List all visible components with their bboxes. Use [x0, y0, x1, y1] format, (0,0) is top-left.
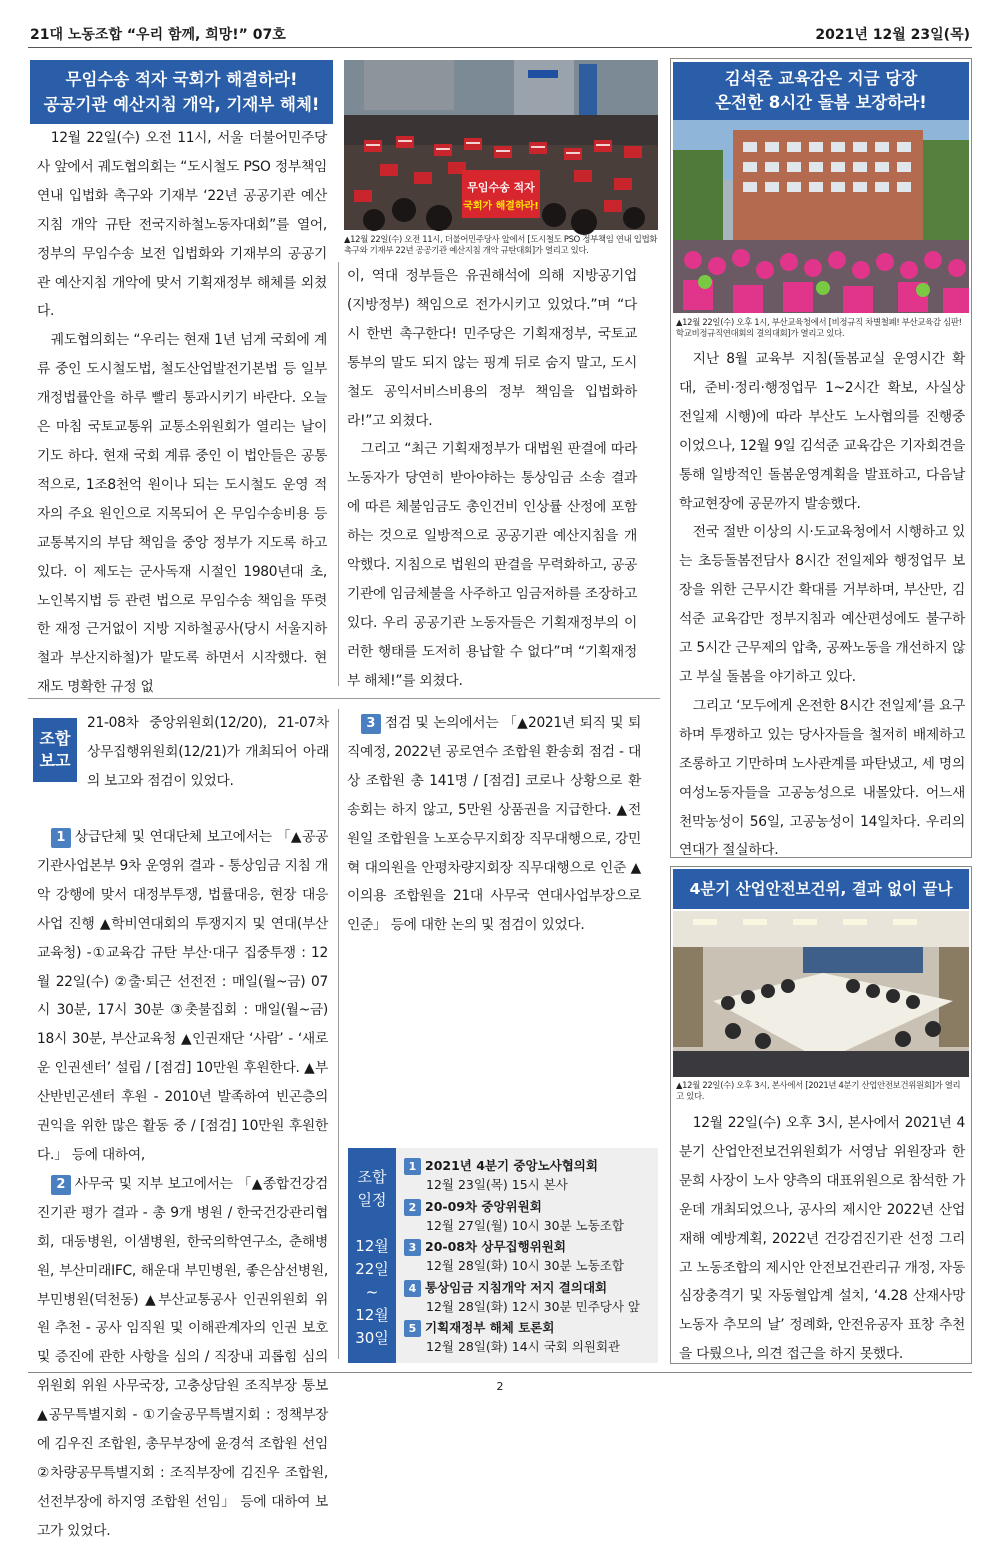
schedule-item-when: 12월 27일(월) 10시 30분 노동조합: [426, 1217, 624, 1233]
rally-photo-caption: ▲12월 22일(수) 오전 11시, 더불어민주당사 앞에서 [도시철도 PSO 정부책임 연내 입법화 촉구와 기재부 22년 공공기관 예산지침 개악 규탄대회]가 열리고 있다.: [344, 234, 658, 255]
union-schedule-tag: [348, 1148, 396, 1363]
schedule-item: [404, 1278, 654, 1319]
article1-paragraph: 궤도협의회는 “우리는 현재 1년 넘게 국회에 계류 중인 도시철도법, 철도산업발전기본법 등 일부 개정법률안을 하루 빨리 통과시키기 바란다. 오늘은 마침 국토교통위 교통소위원회가 열리는 날이기도 하다. 현재 국회 계류 중인 이 법안들은 공통적으로, 1조8천억 원이나 되는 도시철도 운영 적자의 주요 원인으로 지목되어 온 무임수송비용 등 교통복지의 부담 책임을 중앙 정부가 지도록 하고 있다. 이 제도는 군사독재 시절인 1980년대 초, 노인복지법 등 관련 법으로 무임수송 책임을 뚜렷한 재정 근거없이 지방 지하철공사(당시 서울지하철과 부산지하철)가 맡도록 하면서 시작했다. 현재도 명확한 규정 없: [37, 332, 327, 696]
header-divider: [28, 47, 972, 48]
report-item-review: [347, 709, 641, 940]
article3-photo-caption: ▲12월 22일(수) 오후 3시, 본사에서 [2021년 4분기 산업안전보건위원회]가 열리고 있다.: [676, 1080, 961, 1101]
schedule-range-end-day: 30일: [355, 1329, 389, 1347]
article2-body: [679, 345, 965, 859]
union-report-column1: [37, 823, 328, 1539]
report-item-upper-bodies: [37, 823, 328, 1170]
article1-title-line1: 무임수송 적자 국회가 해결하라!: [65, 70, 298, 89]
item-number-badge: 4: [404, 1280, 421, 1297]
report-item-text: 상급단체 및 연대단체 보고에서는 「▲공공기관사업본부 9차 운영위 결과 - 통상임금 지침 개악 강행에 맞서 대정부투쟁, 법률대응, 현장 대응 사업 진행 ▲학비연대회의 투쟁지지 및 연대(부산교육청) -①교육감 규탄 부산·대구 집중투쟁 : 12월 22일(수) ②출·퇴근 선전전 : 매일(월~금) 07시 30분, 17시 30분 ③촛불집회 : 매일(월~금) 18시 30분, 부산교육청 ▲인권재단 ‘사람’ - ‘새로운 인권센터’ 설립 / [점검] 10만원 후원한다. ▲부산반빈곤센터 후원 - 2010년 발족하여 빈곤층의 권익을 위한 많은 활동 중 / [점검] 10만원 후원한다.」 등에 대하여,: [37, 829, 328, 1163]
section-divider: [28, 698, 660, 699]
union-report-intro: [87, 709, 329, 799]
schedule-tag-line1: 조합: [357, 1168, 387, 1186]
protest-sign-line2: 국회가 해결하라!: [463, 201, 539, 212]
column-divider: [338, 709, 339, 1359]
schedule-item: [404, 1318, 654, 1359]
issue-date: 2021년 12월 23일(목): [815, 27, 970, 43]
schedule-range-start-day: 22일: [355, 1260, 389, 1278]
article2-title-banner: [673, 62, 969, 120]
union-report-tag: [33, 718, 77, 782]
item-number-badge: 1: [404, 1158, 421, 1175]
footer-divider: [28, 1372, 972, 1373]
schedule-range-start-month: 12월: [355, 1237, 389, 1255]
article2-photo-caption: ▲12월 22일(수) 오후 1시, 부산교육청에서 [비정규직 차별철폐! 부산교육감 심판! 학교비정규직연대회의 결의대회]가 열리고 있다.: [676, 317, 962, 338]
schedule-item-title: 20-08차 상무집행위원회: [425, 1239, 566, 1254]
newsletter-issue-title: 21대 노동조합 “우리 함께, 희망!” 07호: [30, 27, 286, 43]
article2-paragraph: 전국 절반 이상의 시·도교육청에서 시행하고 있는 초등돌봄전담사 8시간 전일제와 행정업무 보장을 위한 근무시간 확대를 거부하며, 부산만, 김석준 교육감만 정부지침과 예산편성에도 불구하고 5시간 근무제의 압축, 공짜노동을 개선하지 않고 부실 돌봄을 야기하고 있다.: [679, 524, 965, 685]
schedule-item-when: 12월 28일(화) 10시 30분 노동조합: [426, 1258, 624, 1273]
union-schedule-box: [348, 1148, 658, 1363]
schedule-item: [404, 1156, 654, 1197]
schedule-item-when: 12월 28일(화) 12시 30분 민주당사 앞: [426, 1298, 640, 1314]
schedule-item-title: 기획재정부 해체 토론회: [425, 1320, 555, 1335]
schedule-item-title: 통상임금 지침개악 저지 결의대회: [425, 1279, 608, 1295]
article1-column2: [347, 262, 637, 689]
item-number-badge: 2: [51, 1175, 71, 1195]
article1-paragraph: 이, 역대 정부들은 유권해석에 의해 지방공기업(지방정부) 책임으로 전가시키고 있었다.”며 “다시 한번 촉구한다! 민주당은 기획재정부, 국토교통부의 말도 되지 않는 핑계 뒤로 숨지 말고, 도시철도 공익서비스비용의 정부 책임을 입법화하라!”고 외쳤다.: [347, 268, 637, 429]
rally-photo-democratic-party: [344, 60, 658, 230]
item-number-badge: 3: [404, 1239, 421, 1256]
article1-title-line2: 공공기관 예산지침 개악, 기재부 해체!: [43, 95, 320, 114]
schedule-item-title: 2021년 4분기 중앙노사협의회: [425, 1158, 598, 1173]
schedule-list: [404, 1156, 654, 1359]
article1-paragraph: 12월 22일(수) 오전 11시, 서울 더불어민주당 사 앞에서 궤도협의회는 “도시철도 PSO 정부책임 연내 입법화 촉구와 기재부 ‘22년 공공기관 예산지침 개악 규탄 전국지하철노동자대회”를 열어, 정부의 무임수송 보전 입법화와 기재부의 공공기관 예산지침 개악에 맞서 기획재정부 해체를 외쳤다.: [37, 130, 327, 320]
article2-paragraph: 지난 8월 교육부 지침(돌봄교실 운영시간 확대, 준비·정리·행정업무 1~2시간 확보, 사실상 전일제 시행)에 따라 부산도 노사협의를 진행중이었으나, 12월 9일 김석준 교육감은 기자회견을 통해 일방적인 돌봄운영계획을 발표하고, 다음날 학교현장에 공문까지 발송했다.: [679, 351, 965, 512]
schedule-item-when: 12월 23일(목) 15시 본사: [426, 1177, 568, 1192]
article1-column1: [37, 124, 327, 696]
item-number-badge: 3: [361, 714, 381, 734]
schedule-item-when: 12월 28일(화) 14시 국회 의원회관: [426, 1339, 621, 1354]
rally-photo-busan-education-office: [673, 120, 969, 313]
protest-sign-line1: 무임수송 적자: [467, 181, 535, 194]
article2-title-line1: 김석준 교육감은 지금 당장: [724, 69, 918, 88]
item-number-badge: 1: [51, 828, 71, 848]
article2-title-line2: 온전한 8시간 돌봄 보장하라!: [715, 93, 927, 112]
column-divider: [338, 262, 339, 686]
article1-paragraph: 그리고 “최근 기획재정부가 대법원 판결에 따라 노동자가 당연히 받아야하는 통상임금 소송 결과에 따른 체불임금도 총인건비 인상률 산정에 포함하는 것으로 일방적으로 공공기관 예산지침을 개악했다. 지침으로 법원의 판결을 무력화하고, 공공기관에 임금체불을 사주하고 임금저하를 조장하고 있다. 우리 공공기관 노동자들은 기획재정부의 이러한 행태를 도저히 용납할 수 없다”며 “기획재정부 해체!”를 외쳤다.: [347, 441, 637, 689]
schedule-item: [404, 1237, 654, 1278]
schedule-tag-line2: 일정: [357, 1191, 387, 1209]
schedule-item-title: 20-09차 중앙위원회: [425, 1198, 542, 1214]
schedule-item: [404, 1197, 654, 1238]
item-number-badge: 2: [404, 1199, 421, 1216]
union-report-column2: [347, 709, 641, 1141]
schedule-range-end-month: 12월: [355, 1306, 389, 1324]
report-item-text: 사무국 및 지부 보고에서는 「▲종합건강검진기관 평가 결과 - 총 9개 병원 / 한국건강관리협회, 대동병원, 이샘병원, 한국의학연구소, 춘해병원, 부산미래IFC, 해운대 부민병원, 좋은삼선병원, 부민병원(덕천동) ▲부산교통공사 인권위원회 위원 추천 - 공사 임직원 및 이해관계자의 인권 보호 및 증진에 관한 사항을 심의 / 직장내 괴롭힘 심의위원회 위원 사무국장, 고충상담원 조직부장 통보 ▲공무특별지회 - ①기술공무특별지회 : 정책부장에 김우진 조합원, 총무부장에 윤경석 조합원 선임 ②차량공무특별지회 : 조직부장에 김진우 조합원, 선전부장에 하지영 조합원 선임」 등에 대하여 보고가 있었다.: [37, 1175, 328, 1539]
article2-paragraph: 그리고 ‘모두에게 온전한 8시간 전일제’를 요구하며 투쟁하고 있는 당사자들을 철저히 배제하고 조롱하고 기만하며 노사관계를 파탄냈고, 세 명의 여성노동자들을 고공농성으로 내몰았다. 어느새 천막농성이 56일, 고공농성이 14일차다. 우리의 연대가 절실하다.: [679, 697, 965, 859]
article1-title-banner: [30, 60, 333, 124]
article3-title-banner: 4분기 산업안전보건위, 결과 없이 끝나: [673, 869, 969, 909]
report-item-text: 점검 및 논의에서는 「▲2021년 퇴직 및 퇴직예정, 2022년 공로연수 조합원 환송회 점검 - 대상 조합원 총 141명 / [점검] 코로나 상황으로 환송회는 하지 않고, 5만원 상품권을 지급한다. ▲전원일 조합원을 노포승무지회장 직무대행으로, 강민혁 대의원을 안평차량지회장 직무대행으로 인준 ▲이의용 조합원을 21대 사무국 연대사업부장으로 인준」 등에 대한 논의 및 점검이 있었다.: [347, 715, 642, 934]
schedule-range-separator: ~: [365, 1283, 379, 1301]
item-number-badge: 5: [404, 1320, 421, 1337]
article3-body: [679, 1109, 965, 1361]
union-report-intro-text: 21-08차 중앙위원회(12/20), 21-07차 상무집행위원회(12/21)가 개최되어 아래의 보고와 점검이 있었다.: [87, 715, 329, 789]
report-item-secretariat: [37, 1170, 328, 1546]
union-report-tag-line2: 보고: [39, 751, 71, 770]
safety-committee-meeting-photo: [673, 911, 969, 1077]
page-number: 2: [496, 1380, 504, 1393]
union-report-tag-line1: 조합: [39, 729, 71, 748]
article3-paragraph: 12월 22일(수) 오후 3시, 본사에서 2021년 4분기 산업안전보건위원회가 서영남 위원장과 한문희 사장이 노사 양측의 대표위원으로 참석한 가운데 개최되었으나, 공사의 제시안 2022년 산업재해 예방계획, 2022년 건강검진기관 선정 그리고 노동조합의 제시안 안전보건관리규 개정, 자동심장충격기 및 자동혈압계 설치, ‘4.28 산재사망노동자 추모의 날’ 정례화, 안전유공자 표창 추천을 다뤘으나, 의견 접근을 하지 못했다.: [679, 1115, 965, 1363]
